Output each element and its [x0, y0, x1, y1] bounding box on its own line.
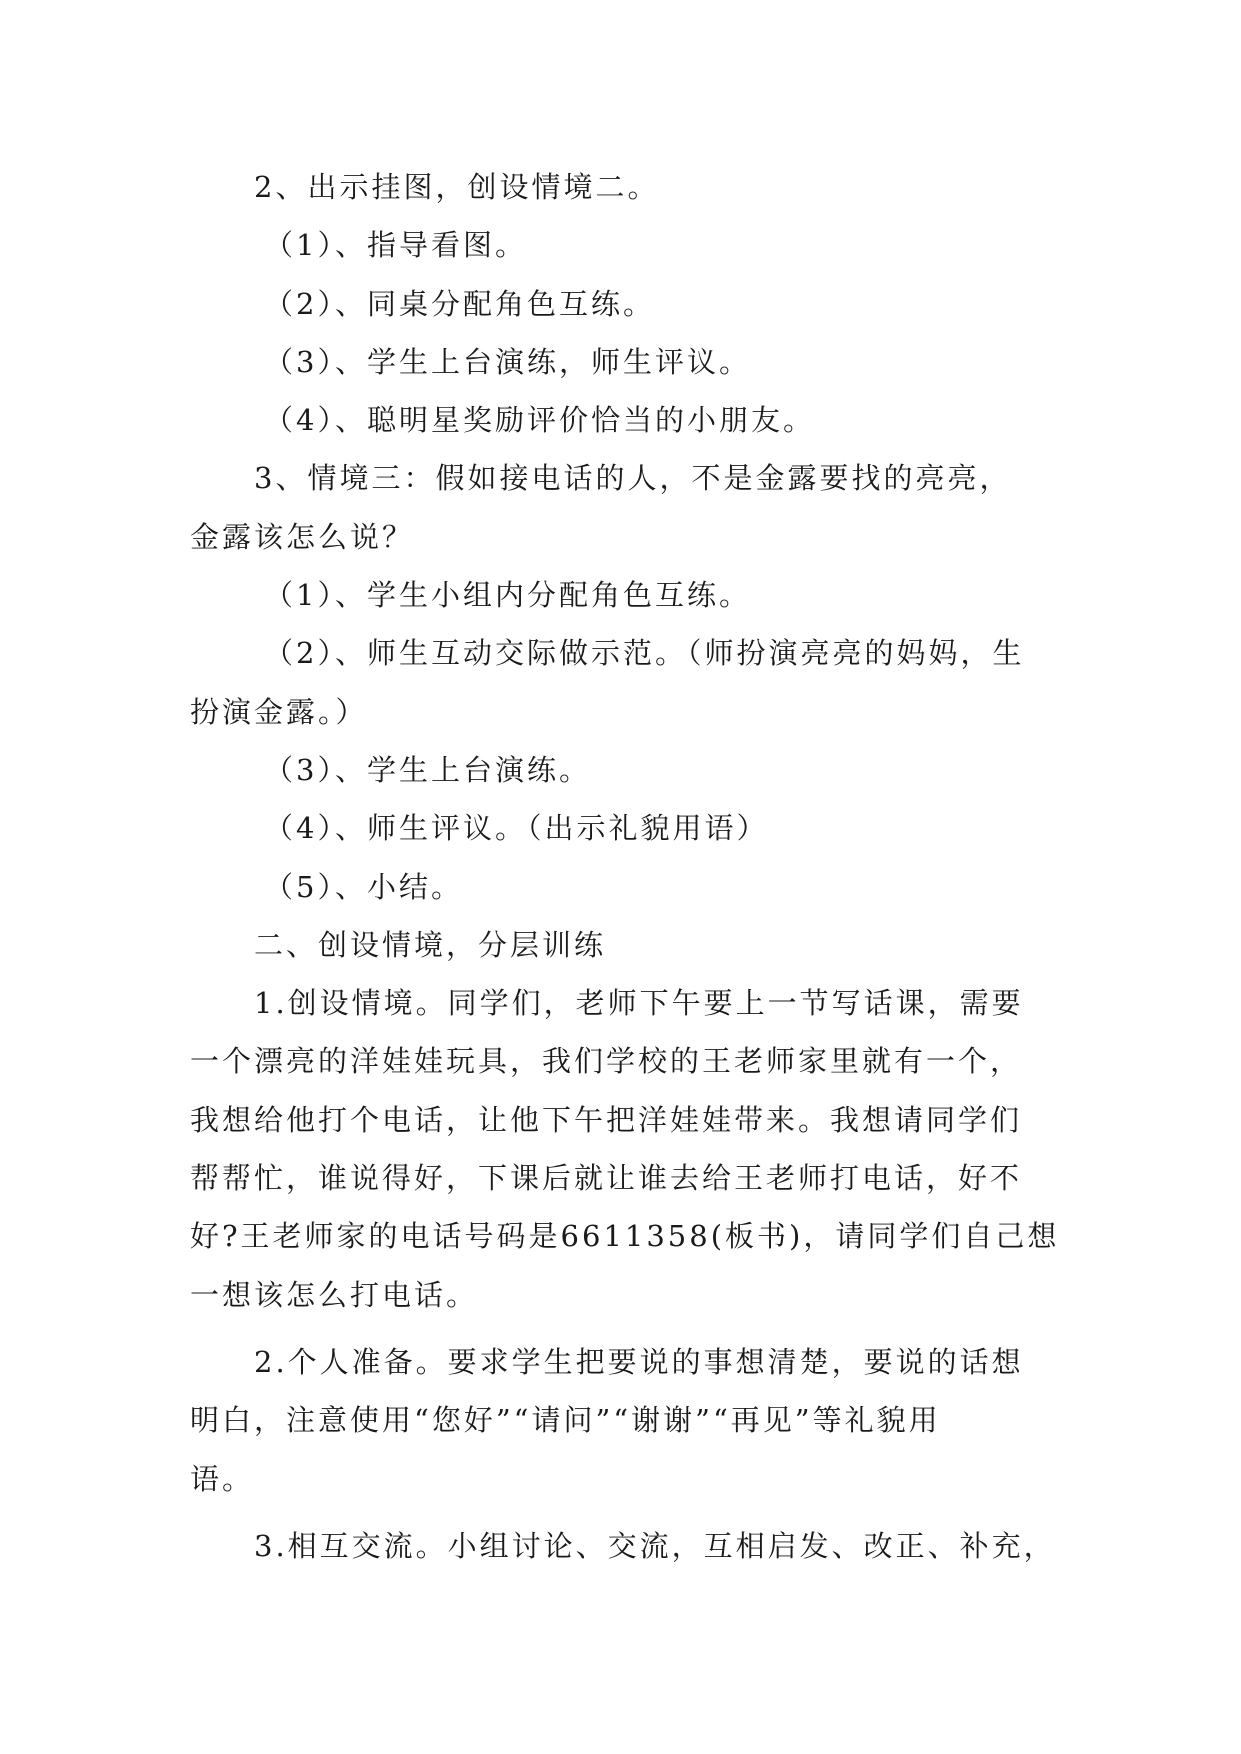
paragraph-gap: [190, 1508, 1062, 1517]
text-line: （3）、学生上台演练，师生评议。: [264, 344, 751, 379]
text-line: 3.相互交流。小组讨论、交流，互相启发、改正、补充，: [254, 1528, 1056, 1563]
text-line: （3）、学生上台演练。: [264, 752, 591, 787]
text-line: 语。: [190, 1461, 255, 1496]
text-line: （4）、师生评议。（出示礼貌用语）: [264, 811, 769, 846]
text-line: 明白，注意使用“您好”“请问”“谢谢”“再见”等礼貌用: [190, 1403, 941, 1438]
text-line: 2、出示挂图，创设情境二。: [254, 170, 660, 204]
document-body: [190, 158, 1062, 1575]
text-line: 2.个人准备。要求学生把要说的事想清楚，要说的话想: [254, 1344, 1024, 1379]
text-line: 我想给他打个电话，让他下午把洋娃娃带来。我想请同学们: [190, 1102, 1023, 1137]
text-line: 一想该怎么打电话。: [190, 1277, 479, 1312]
text-line: （2）、同桌分配角色互练。: [264, 286, 655, 321]
text-line: 一个漂亮的洋娃娃玩具，我们学校的王老师家里就有一个，: [190, 1044, 1023, 1079]
text-line: （2）、师生互动交际做示范。（师扮演亮亮的妈妈，生: [264, 636, 1025, 671]
text-line: 好?王老师家的电话号码是6611358(板书)，请同学们自己想: [190, 1219, 1060, 1254]
text-line: 1.创设情境。同学们，老师下午要上一节写话课，需要: [254, 986, 1024, 1021]
text-line: （5）、小结。: [264, 869, 463, 904]
text-line: 帮帮忙，谁说得好，下课后就让谁去给王老师打电话，好不: [190, 1161, 1023, 1196]
section-heading: 二、创设情境，分层训练: [254, 927, 607, 962]
text-line: 扮演金露。）: [190, 694, 368, 729]
text-line: （1）、学生小组内分配角色互练。: [264, 578, 751, 613]
text-line: 3、情境三：假如接电话的人，不是金露要找的亮亮，: [254, 461, 1012, 496]
paragraph-gap: [190, 1324, 1062, 1333]
text-line: 金露该怎么说？: [190, 519, 415, 554]
text-line: （1）、指导看图。: [264, 228, 527, 263]
text-line: （4）、聪明星奖励评价恰当的小朋友。: [264, 403, 815, 438]
